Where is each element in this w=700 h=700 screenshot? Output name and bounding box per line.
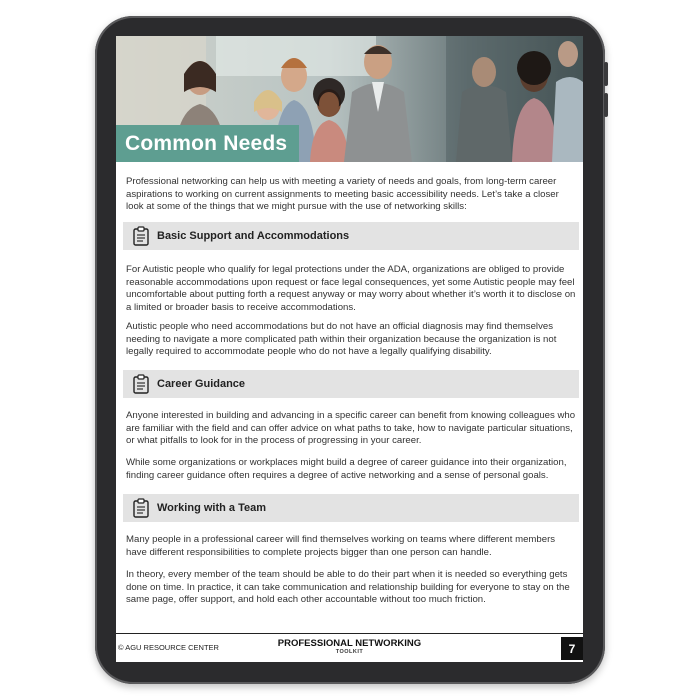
section-title: Basic Support and Accommodations	[157, 230, 350, 242]
tablet-volume-button	[604, 93, 608, 117]
section-title: Working with a Team	[157, 502, 266, 514]
tablet-screen	[116, 36, 583, 662]
page-number: 7	[561, 637, 583, 660]
copyright-text: © AGU RESOURCE CENTER	[118, 643, 219, 652]
section-paragraph: Many people in a professional career will find themselves working on teams where different members have different responsibilities to complete projects bigger than one person can handle.	[126, 534, 556, 558]
footer-subtitle: TOOLKIT	[335, 649, 364, 655]
section-header-career-guidance	[123, 370, 579, 398]
tablet-volume-button	[604, 62, 608, 86]
page-title-box	[116, 125, 299, 162]
clipboard-icon	[131, 373, 151, 395]
section-paragraph: In theory, every member of the team should be able to do their part when it is needed so everything gets done on time. In practice, it can take communication and relationship building for everyone to stay on the same page, offer support, and hold each other accountable without too much friction.	[126, 569, 570, 606]
section-header-working-with-team	[123, 494, 579, 522]
footer-title: PROFESSIONAL NETWORKING	[277, 638, 422, 649]
section-paragraph: Autistic people who need accommodations but do not have an official diagnosis may find themselves needing to navigate a more complicated path within their organization because the organization is not legally required to accommodate people who do not have a legally qualifying disability.	[126, 321, 557, 358]
section-paragraph: Anyone interested in building and advancing in a specific career can benefit from knowing colleagues who are familiar with the field and can offer advice on what paths to take, how to navigate particular situations, or what pitfalls to look for in the process of progressing in your career.	[126, 410, 576, 447]
clipboard-icon	[131, 497, 151, 519]
section-header-basic-support	[123, 222, 579, 250]
section-paragraph: For Autistic people who qualify for legal protections under the ADA, organizations are obliged to provide reasonable accommodations upon request or face legal consequences, yet some Autistic people may feel uncomfortable about putting forth a request anyway or may worry about whether it’s worth it to disclose on a limited or broader basis to receive accommodations.	[126, 264, 576, 313]
section-paragraph: While some organizations or workplaces might build a degree of career guidance into their organization, finding career guidance often requires a degree of active networking and a sense of personal goals.	[126, 457, 567, 481]
intro-paragraph: Professional networking can help us with meeting a variety of needs and goals, from long-term career aspirations to working on current assignments to meeting basic accessibility needs. Let’s take a closer look at some of the things that we might pursue with the use of networking skills:	[126, 176, 559, 213]
page-footer	[116, 633, 583, 662]
page-title: Common Needs	[125, 131, 288, 155]
section-title: Career Guidance	[157, 378, 246, 390]
clipboard-icon	[131, 225, 151, 247]
